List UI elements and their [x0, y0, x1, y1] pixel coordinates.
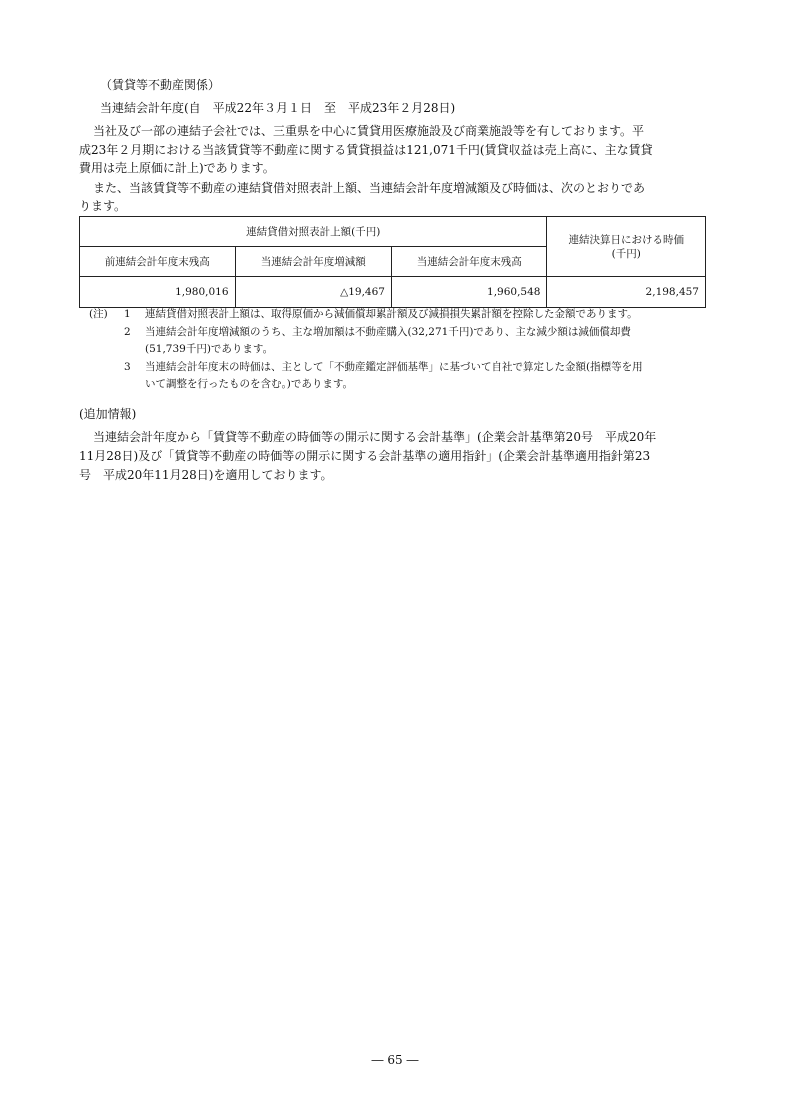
- cell-current-balance: 1,960,548: [391, 277, 547, 308]
- page-number: ― 65 ―: [371, 1053, 419, 1067]
- section-heading: （賃貸等不動産関係）: [100, 78, 221, 92]
- note-2-number: 2: [124, 326, 131, 338]
- table-group-header: 連結貸借対照表計上額(千円): [80, 217, 547, 247]
- paragraph-1-line-1: 当社及び一部の連結子会社では、三重県を中心に賃貸用医療施設及び商業施設等を有しております。平: [93, 124, 645, 138]
- fair-value-header-line-1: 連結決算日における時価: [568, 233, 684, 246]
- paragraph-2-line-1: また、当該賃貸等不動産の連結貸借対照表計上額、当連結会計年度増減額及び時価は、次のとおりであ: [93, 181, 646, 195]
- cell-fair-value: 2,198,457: [547, 277, 706, 308]
- column-header-change: 当連結会計年度増減額: [235, 247, 391, 277]
- note-3-number: 3: [124, 361, 131, 373]
- additional-info-heading: (追加情報): [79, 407, 137, 421]
- note-3-line-1: 当連結会計年度末の時価は、主として「不動産鑑定評価基準」に基づいて自社で算定した金額(指標等を用: [145, 361, 643, 373]
- note-1-line-1: 連結貸借対照表計上額は、取得原価から減価償却累計額及び減損損失累計額を控除した金額であります。: [145, 308, 638, 320]
- notes-label: (注): [89, 308, 108, 320]
- additional-info-line-2: 11月28日)及び「賃貸等不動産の時価等の開示に関する会計基準の適用指針」(企業会計基準適用指針第23: [79, 449, 651, 463]
- additional-info-line-3: 号 平成20年11月28日)を適用しております。: [79, 468, 333, 482]
- note-1-number: 1: [124, 308, 131, 320]
- paragraph-1-line-2: 成23年２月期における当該賃貸等不動産に関する賃貸損益は121,071千円(賃貸収益は売上高に、主な賃貸: [79, 143, 653, 157]
- fair-value-header-line-2: (千円): [611, 247, 641, 260]
- note-3-line-2: いて調整を行ったものを含む。)であります。: [145, 378, 354, 390]
- paragraph-2-line-2: ります。: [79, 199, 127, 213]
- period-text: 当連結会計年度(自 平成22年３月１日 至 平成23年２月28日): [100, 101, 456, 115]
- cell-prior-balance: 1,980,016: [80, 277, 236, 308]
- fair-value-header: [547, 217, 706, 277]
- real-estate-table: [79, 216, 706, 308]
- column-header-current-balance: 当連結会計年度末残高: [391, 247, 547, 277]
- paragraph-1-line-3: 費用は売上原価に計上)であります。: [79, 161, 275, 175]
- cell-change: △19,467: [235, 277, 391, 308]
- table-row: [80, 277, 706, 308]
- column-header-prior-balance: 前連結会計年度末残高: [80, 247, 236, 277]
- note-2-line-2: (51,739千円)であります。: [145, 343, 274, 355]
- note-2-line-1: 当連結会計年度増減額のうち、主な増加額は不動産購入(32,271千円)であり、主な減少額は減価償却費: [145, 326, 631, 338]
- additional-info-line-1: 当連結会計年度から「賃貸等不動産の時価等の開示に関する会計基準」(企業会計基準第20号 平成20年: [93, 430, 657, 444]
